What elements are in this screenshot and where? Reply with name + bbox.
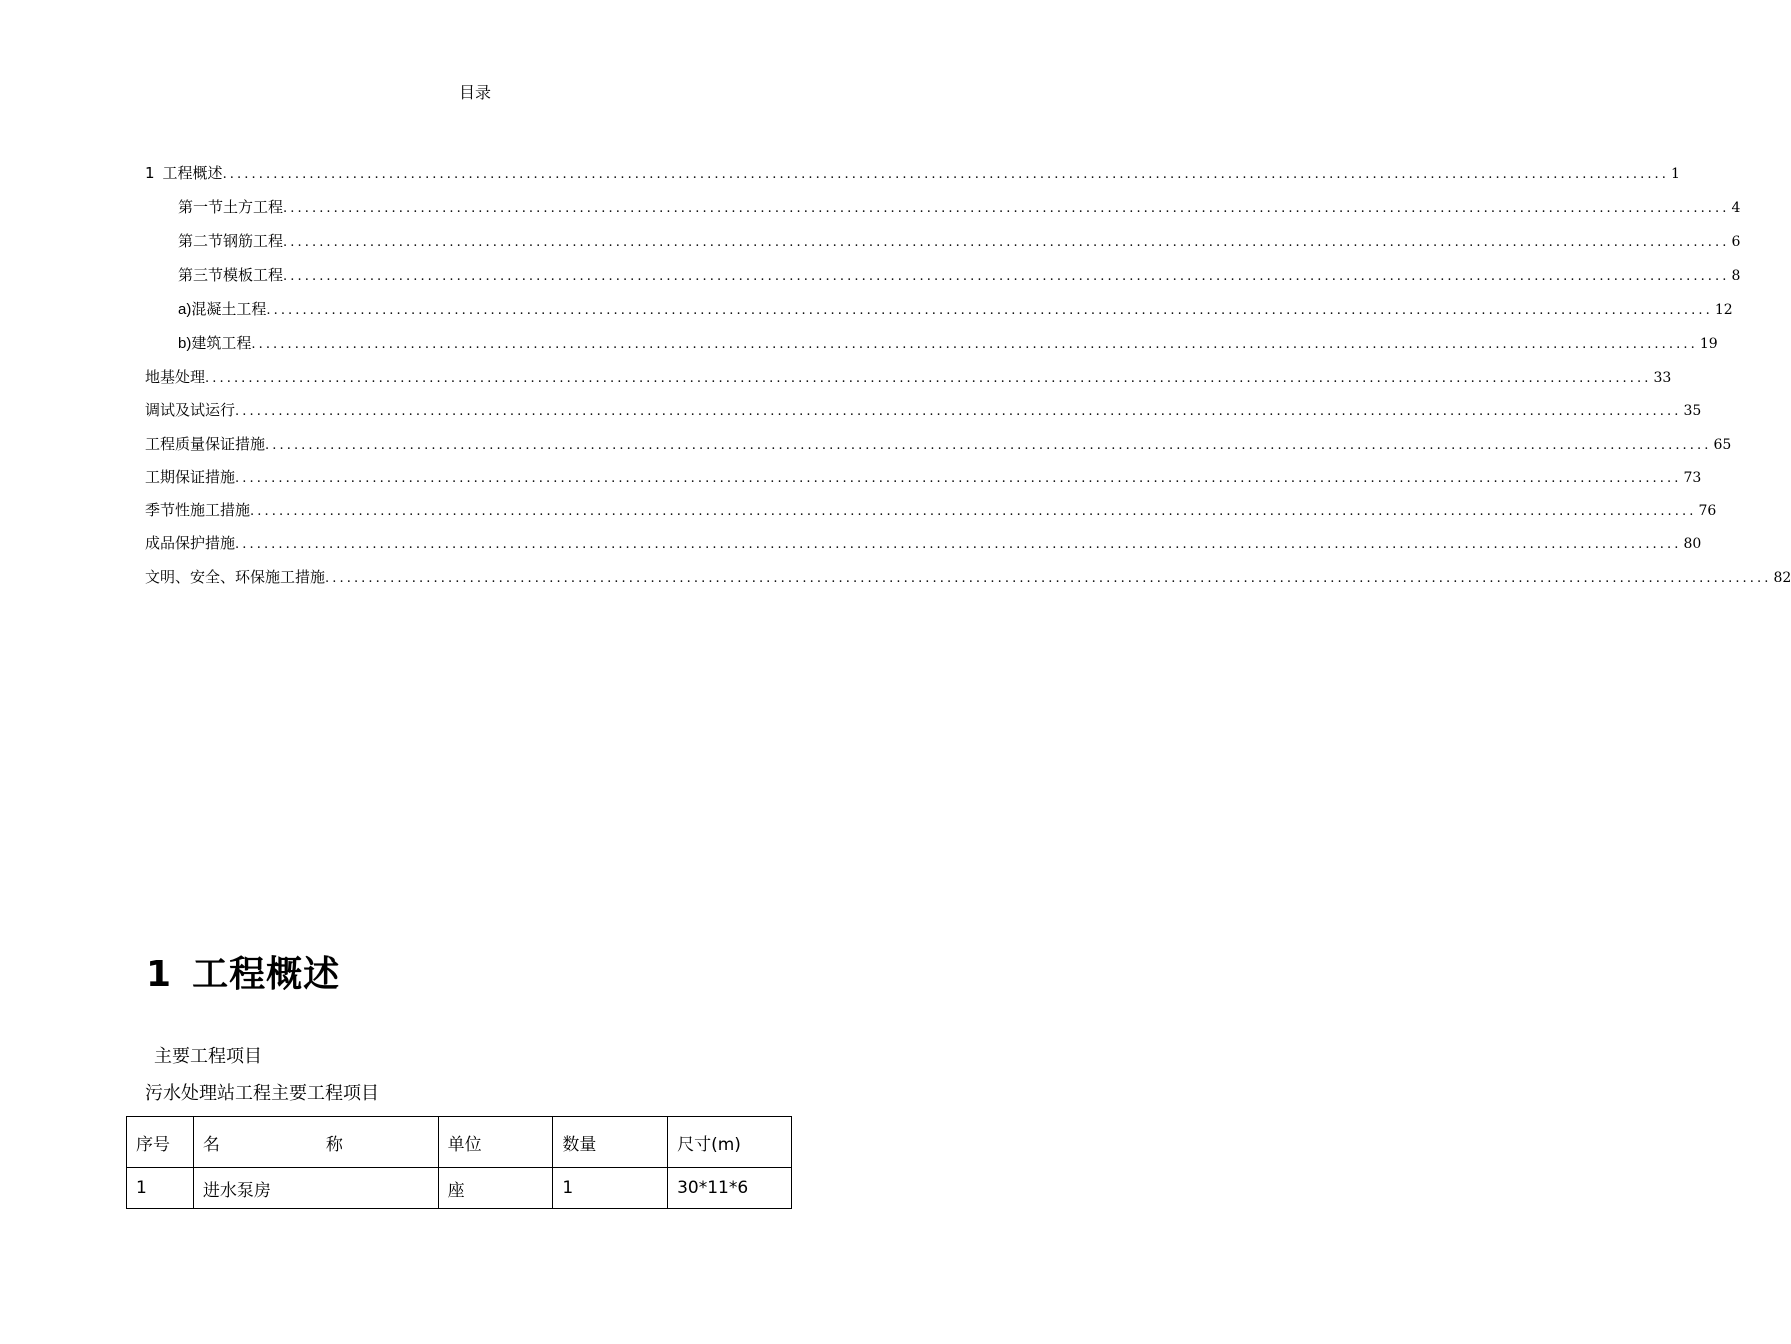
- toc-entry-number: 第二节: [178, 232, 224, 250]
- toc-entry-page: 6: [1731, 234, 1741, 250]
- header-cell: 尺寸(m): [668, 1117, 792, 1168]
- toc-entry-page: 1: [1671, 166, 1680, 182]
- toc-leader-dots: ........................................................................................................................................................................................................: [205, 371, 1652, 386]
- chapter-number: 1: [146, 954, 173, 995]
- table-caption: 污水处理站工程主要工程项目: [145, 1083, 379, 1104]
- header-cell-name: [193, 1117, 438, 1168]
- toc-leader-dots: ........................................................................................................................................................................................................: [266, 303, 1713, 318]
- table-cell: 1: [553, 1168, 668, 1209]
- header-cell: 单位: [438, 1117, 553, 1168]
- table-cell: 座: [438, 1168, 553, 1209]
- toc-entry-page: 19: [1699, 336, 1718, 352]
- table-cell: 进水泵房: [193, 1168, 438, 1209]
- table-cell: 30*11*6: [668, 1168, 792, 1209]
- toc-entry[interactable]: [145, 400, 1702, 433]
- toc-entry-text: 调试及试运行: [145, 401, 236, 420]
- section-title: 主要工程项目: [154, 1046, 262, 1067]
- toc-leader-dots: ........................................................................................................................................................................................................: [235, 404, 1682, 420]
- toc-entry-text: 混凝土工程: [191, 300, 267, 318]
- toc-leader-dots: ........................................................................................................................................................................................................: [235, 470, 1682, 486]
- table-header-row: [127, 1117, 792, 1168]
- toc-entry[interactable]: [145, 265, 1741, 299]
- toc-entry[interactable]: [145, 163, 1680, 197]
- toc-entry-page: 80: [1683, 536, 1702, 553]
- toc-entry-text: 成品保护措施: [145, 534, 236, 553]
- toc-entry-number: 第三节: [178, 266, 224, 284]
- toc-entry-text: 文明、安全、环保施工措施: [145, 567, 326, 586]
- header-cell: 序号: [127, 1117, 194, 1168]
- toc-entry-page: 35: [1683, 403, 1702, 420]
- toc-leader-dots: ........................................................................................................................................................................................................: [250, 504, 1697, 520]
- toc-entry-page: 4: [1731, 200, 1741, 216]
- toc-entry-number: a): [178, 301, 192, 318]
- header-name-part: 名: [202, 1134, 220, 1155]
- toc-entry-number: b): [178, 335, 192, 352]
- toc-entry-number: 1: [145, 164, 155, 182]
- toc-entry[interactable]: [145, 367, 1672, 400]
- toc-entry[interactable]: [145, 533, 1702, 566]
- toc-leader-dots: ........................................................................................................................................................................................................: [265, 437, 1712, 453]
- toc-entry-page: 12: [1714, 302, 1733, 318]
- toc-leader-dots: ........................................................................................................................................................................................................: [283, 201, 1730, 216]
- header-cell: 数量: [553, 1117, 668, 1168]
- toc-entry-text: 季节性施工措施: [145, 501, 251, 520]
- toc-entry[interactable]: [145, 333, 1718, 367]
- table-of-contents: [145, 163, 1791, 600]
- toc-leader-dots: ........................................................................................................................................................................................................: [222, 167, 1670, 182]
- toc-leader-dots: ........................................................................................................................................................................................................: [325, 570, 1772, 586]
- toc-leader-dots: ........................................................................................................................................................................................................: [283, 269, 1730, 284]
- table-row: [127, 1168, 792, 1209]
- table-cell: 1: [127, 1168, 194, 1209]
- toc-entry-text: 钢筋工程: [223, 232, 284, 250]
- toc-entry-page: 8: [1731, 268, 1741, 284]
- toc-entry-page: 76: [1698, 503, 1717, 520]
- toc-leader-dots: ........................................................................................................................................................................................................: [283, 235, 1730, 250]
- toc-entry[interactable]: [145, 231, 1741, 265]
- toc-entry[interactable]: [145, 467, 1702, 500]
- toc-entry-text: 建筑工程: [191, 334, 252, 352]
- toc-entry-number: 第一节: [178, 198, 224, 216]
- toc-entry[interactable]: [145, 500, 1717, 533]
- toc-entry-page: 73: [1683, 469, 1702, 486]
- chapter-title: 工程概述: [192, 954, 341, 995]
- chapter-heading: [146, 946, 340, 997]
- project-table: [126, 1116, 792, 1209]
- toc-entry-page: 33: [1653, 370, 1672, 386]
- toc-entry-text: 地基处理: [145, 368, 206, 386]
- toc-entry-text: 工程质量保证措施: [145, 434, 266, 453]
- toc-entry[interactable]: [145, 567, 1791, 600]
- toc-leader-dots: ........................................................................................................................................................................................................: [251, 337, 1698, 352]
- toc-entry-text: 工程概述: [162, 164, 223, 182]
- toc-entry-text: 模板工程: [223, 266, 284, 284]
- toc-leader-dots: ........................................................................................................................................................................................................: [235, 537, 1682, 553]
- toc-entry-page: 82: [1773, 569, 1791, 586]
- toc-title: 目录: [458, 83, 491, 102]
- toc-entry-text: 工期保证措施: [145, 467, 236, 486]
- header-name-part: 称: [325, 1134, 343, 1155]
- toc-entry[interactable]: [145, 299, 1733, 333]
- toc-entry-text: 土方工程: [223, 198, 284, 216]
- toc-entry[interactable]: [145, 434, 1732, 467]
- toc-entry-page: 65: [1713, 436, 1732, 453]
- toc-entry[interactable]: [145, 197, 1741, 231]
